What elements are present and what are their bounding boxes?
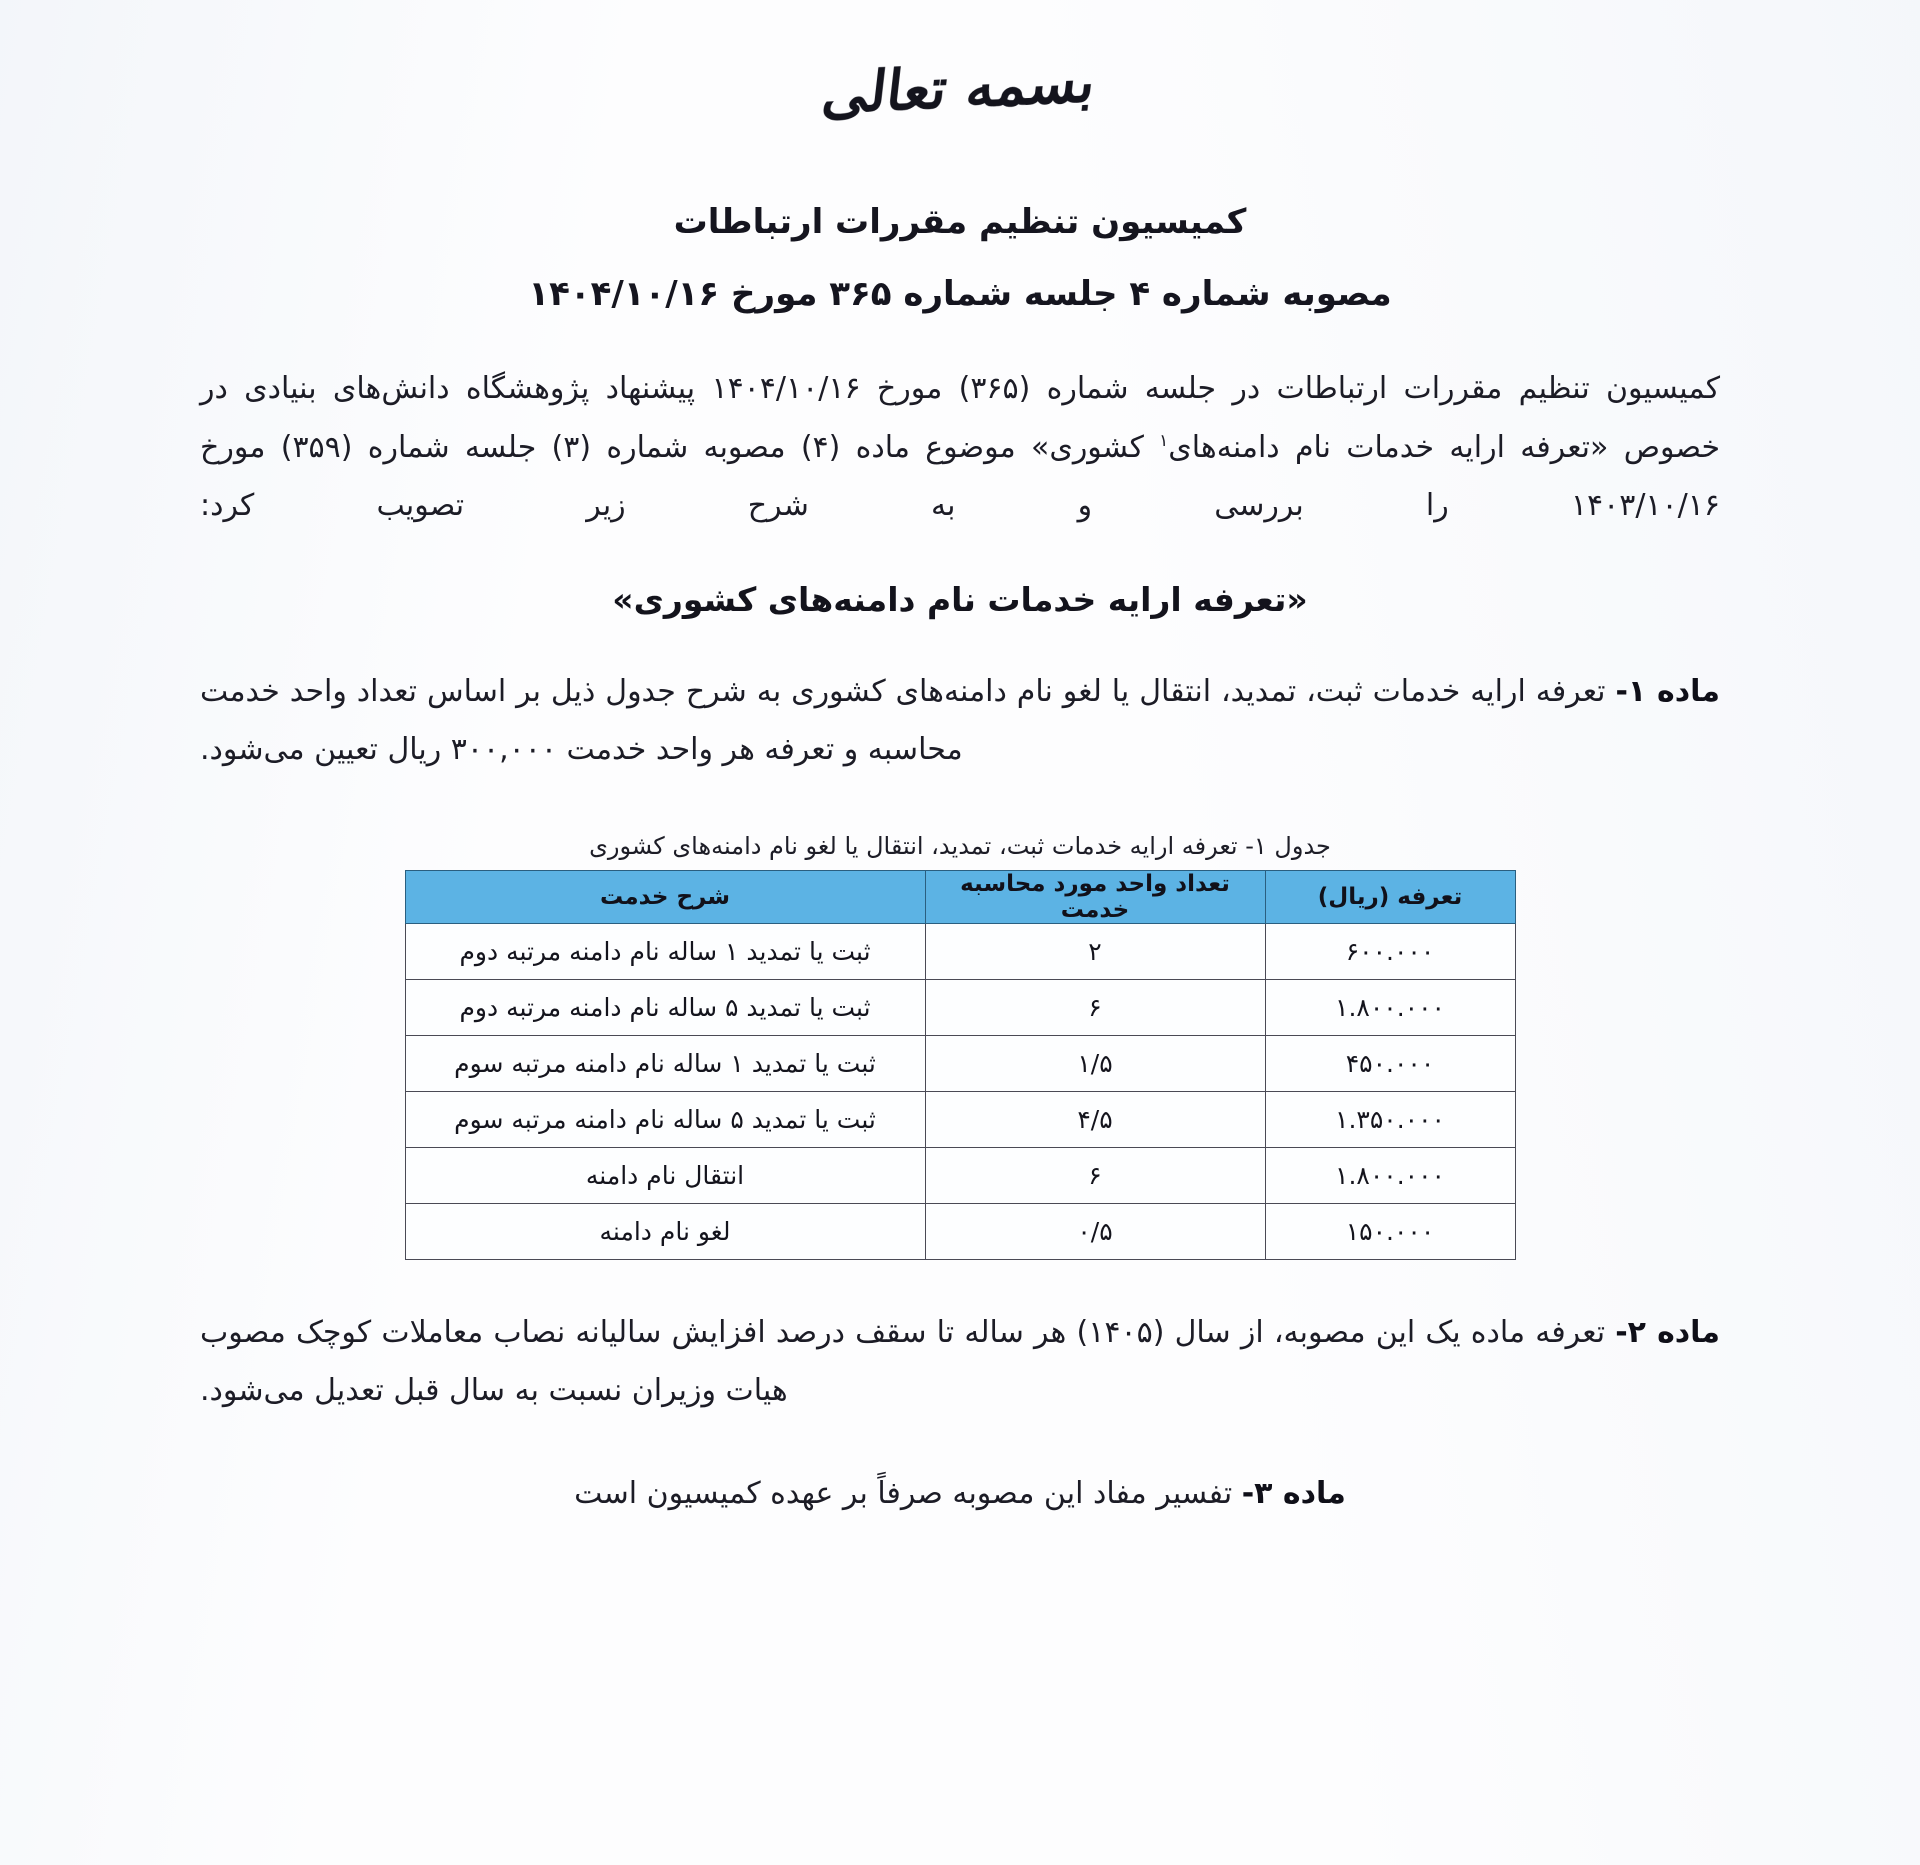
resolution-subheading: مصوبه شماره ۴ جلسه شماره ۳۶۵ مورخ ۱۴۰۴/۱۰/۱۶ [528,274,1392,314]
table-header-row [405,870,1515,923]
document-content [200,0,1720,1523]
tariff-table [405,870,1516,1260]
table-caption: جدول ۱- تعرفه ارایه خدمات ثبت، تمدید، انتقال یا لغو نام دامنه‌های کشوری [589,831,1331,860]
cell-tariff: ۱.۸۰۰.۰۰۰ [1265,1147,1515,1203]
cell-description: ثبت یا تمدید ۵ ساله نام دامنه مرتبه دوم [405,979,925,1035]
footnote-marker: ۱ [1159,430,1169,451]
cell-description: انتقال نام دامنه [405,1147,925,1203]
article-1-label: ماده ۱- [1615,673,1720,709]
cell-description: ثبت یا تمدید ۱ ساله نام دامنه مرتبه دوم [405,923,925,979]
tariff-table-body [405,923,1515,1259]
table-row [405,979,1515,1035]
article-2 [200,1304,1720,1421]
cell-tariff: ۱۵۰.۰۰۰ [1265,1203,1515,1259]
intro-line-2-a: خصوص «تعرفه ارایه خدمات نام دامنه‌های [1168,429,1721,465]
table-row [405,1091,1515,1147]
approved-tariff-title: «تعرفه ارایه خدمات نام دامنه‌های کشوری» [612,579,1308,619]
cell-description: لغو نام دامنه [405,1203,925,1259]
cell-description: ثبت یا تمدید ۵ ساله نام دامنه مرتبه سوم [405,1091,925,1147]
cell-units: ۶ [925,979,1265,1035]
basmala-calligraphy: بسمه تعالی [818,49,1099,127]
table-row [405,1203,1515,1259]
basmala-block [200,30,1720,160]
column-header-units: تعداد واحد مورد محاسبه خدمت [925,870,1265,923]
tariff-table-head [405,870,1515,923]
commission-heading: کمیسیون تنظیم مقررات ارتباطات [673,202,1247,242]
article-1 [200,663,1720,780]
cell-description: ثبت یا تمدید ۱ ساله نام دامنه مرتبه سوم [405,1035,925,1091]
cell-units: ۱/۵ [925,1035,1265,1091]
table-row [405,923,1515,979]
cell-units: ۶ [925,1147,1265,1203]
cell-tariff: ۱.۳۵۰.۰۰۰ [1265,1091,1515,1147]
table-row [405,1147,1515,1203]
cell-units: ۰/۵ [925,1203,1265,1259]
column-header-tariff: تعرفه (ریال) [1265,870,1515,923]
cell-tariff: ۴۵۰.۰۰۰ [1265,1035,1515,1091]
article-3-label: ماده ۳- [1241,1475,1346,1511]
intro-line-3: را بررسی و به شرح زیر تصویب کرد: [200,488,1449,523]
cell-units: ۲ [925,923,1265,979]
article-3 [200,1465,1720,1524]
cell-units: ۴/۵ [925,1091,1265,1147]
table-row [405,1035,1515,1091]
article-3-text: تفسیر مفاد این مصوبه صرفاً بر عهده کمیسیون است [574,1475,1242,1511]
intro-paragraph [200,360,1720,536]
cell-tariff: ۶۰۰.۰۰۰ [1265,923,1515,979]
article-2-label: ماده ۲- [1615,1314,1721,1350]
cell-tariff: ۱.۸۰۰.۰۰۰ [1265,979,1515,1035]
column-header-description: شرح خدمت [405,870,925,923]
intro-line-1: کمیسیون تنظیم مقررات ارتباطات در جلسه شماره (۳۶۵) مورخ ۱۴۰۴/۱۰/۱۶ پیشنهاد پژوهشگاه دانش‌های بنیادی در [200,371,1720,406]
article-1-text: تعرفه ارایه خدمات ثبت، تمدید، انتقال یا لغو نام دامنه‌های کشوری به شرح جدول ذیل بر اساس تعداد واحد خدمت محاسبه و تعرفه هر واحد خدمت ۳۰۰,۰۰۰ ریال تعیین می‌شود. [200,673,1616,767]
article-2-text: تعرفه ماده یک این مصوبه، از سال (۱۴۰۵) هر ساله تا سقف درصد افزایش سالیانه نصاب معاملات کوچک مصوب هیات وزیران نسبت به سال قبل تعدیل می‌شود. [200,1314,1616,1408]
intro-line-2-b: کشوری» موضوع ماده (۴) مصوبه شماره (۳) جلسه شماره (۳۵۹) مورخ ۱۴۰۳/۱۰/۱۶ [200,429,1720,523]
